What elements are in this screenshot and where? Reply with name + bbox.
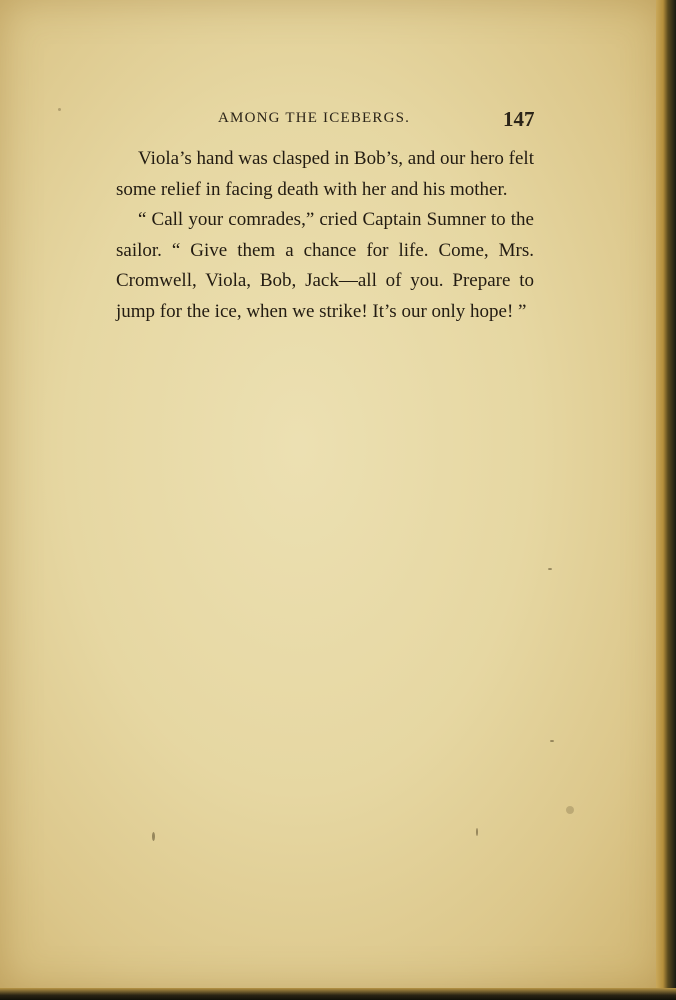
page-edge-bottom xyxy=(0,988,676,1000)
paragraph-2: “ Call your comrades,” cried Captain Sumner to the sailor. “ Give them a chance for life. Come, Mrs. Cromwell, Viola, Bob, Jack—all of you. Prepare to jump for the ice, when we strike! It’s our only hope! ” xyxy=(116,209,534,322)
paper-speck xyxy=(58,108,61,111)
paper-speck xyxy=(476,828,478,836)
page-edge-right xyxy=(656,0,676,1000)
paper-speck xyxy=(152,832,155,841)
page-number: 147 xyxy=(503,107,535,131)
running-title: AMONG THE ICEBERGS. xyxy=(218,110,411,126)
paper-speck xyxy=(566,806,574,814)
body-text xyxy=(116,144,534,327)
paper-speck xyxy=(550,740,554,742)
paragraph-1: Viola’s hand was clasped in Bob’s, and our hero felt some relief in facing death with her and his mother. xyxy=(116,148,534,200)
paper-speck xyxy=(548,568,552,570)
